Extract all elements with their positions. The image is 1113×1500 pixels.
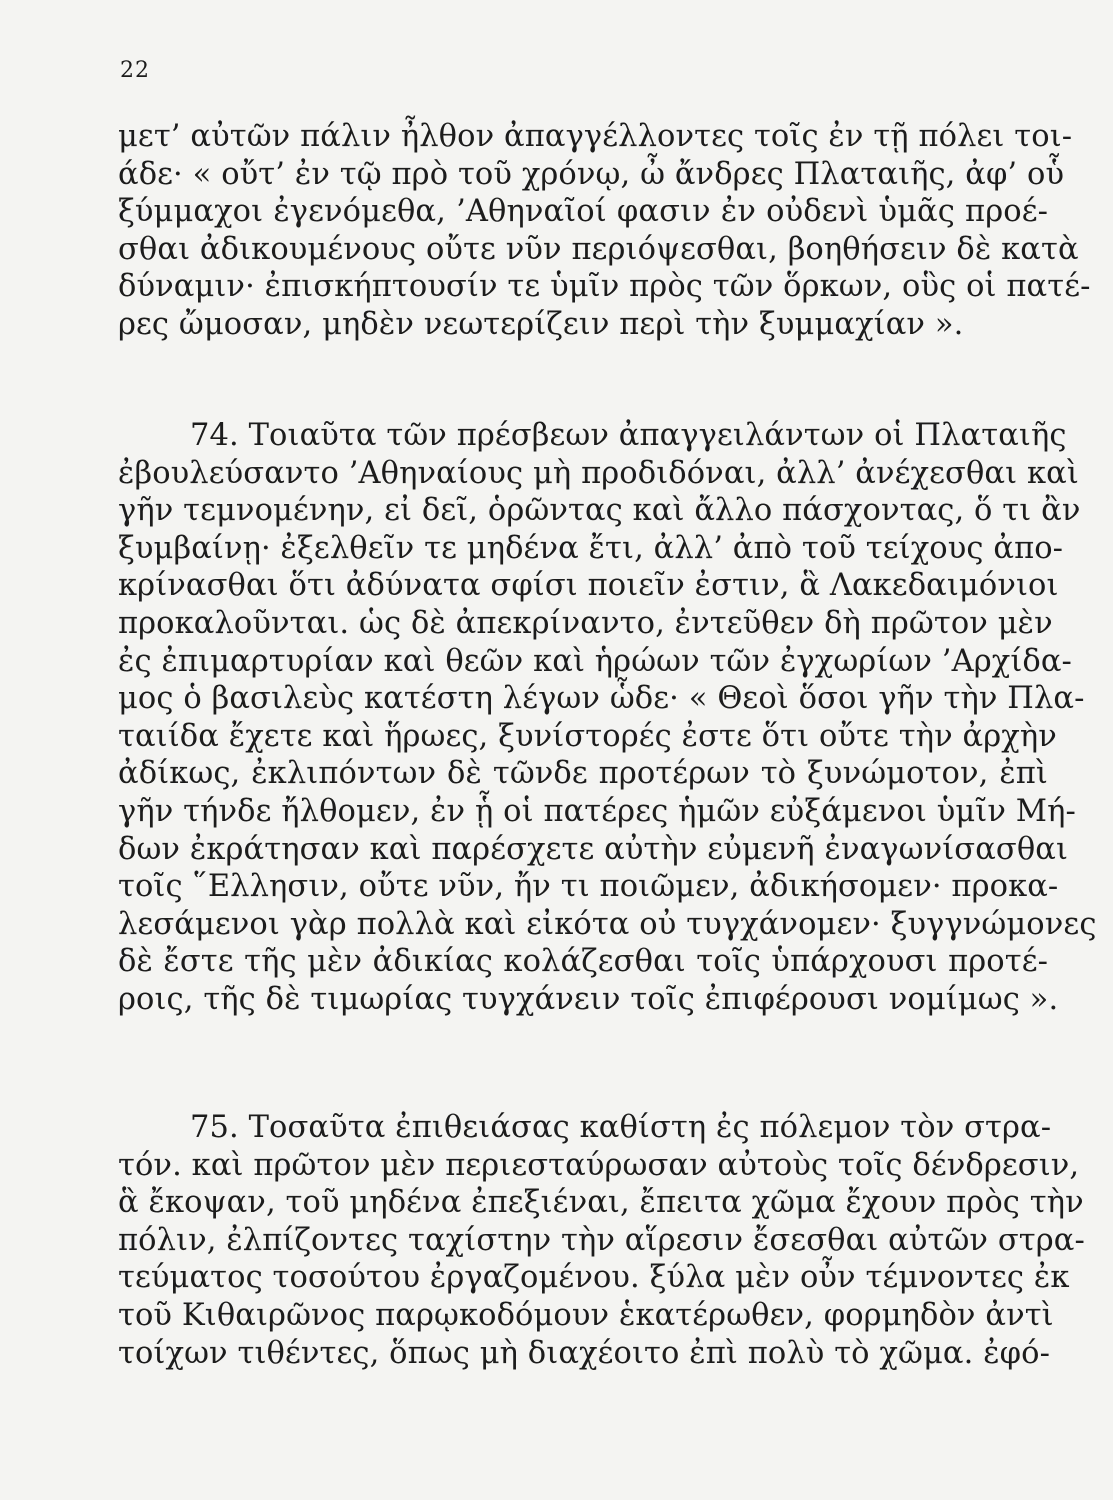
paragraph-75 [118,1109,1085,1372]
text-line: τοῖς ῞Ελλησιν, οὔτε νῦν, ἤν τι ποιῶμεν, ἀδικήσομεν· προκα- [118,869,1059,905]
text-line: ἐβουλεύσαντο ’Αθηναίους μὴ προδιδόναι, ἀλλ’ ἀνέχεσθαι καὶ [118,455,1079,491]
text-line: ρες ὤμοσαν, μηδὲν νεωτερίζειν περὶ τὴν ξυμμαχίαν ». [118,306,964,342]
page-number: 22 [120,58,150,83]
text-line: σθαι ἀδικουμένους οὔτε νῦν περιόψεσθαι, βοηθήσειν δὲ κατὰ [118,231,1079,267]
paragraph-1 [118,118,1091,344]
text-line: δων ἐκράτησαν καὶ παρέσχετε αὐτὴν εὐμενῆ ἐναγωνίσασθαι [118,831,1069,867]
text-line: μος ὁ βασιλεὺς κατέστη λέγων ὧδε· « Θεοὶ ὅσοι γῆν τὴν Πλα- [118,681,1085,717]
text-line: άδε· « οὔτ’ ἐν τῷ πρὸ τοῦ χρόνῳ, ὦ ἄνδρες Πλαταιῆς, ἀφ’ οὗ [118,156,1065,192]
text-line: προκαλοῦνται. ὡς δὲ ἀπεκρίναντο, ἐντεῦθεν δὴ πρῶτον μὲν [118,605,1053,641]
text-line: γῆν τεμνομένην, εἰ δεῖ, ὁρῶντας καὶ ἄλλο πάσχοντας, ὅ τι ἂν [118,493,1081,529]
text-line: δύναμιν· ἐπισκήπτουσίν τε ὑμῖν πρὸς τῶν ὅρκων, οὓς οἱ πατέ- [118,269,1091,305]
text-line: γῆν τήνδε ἤλθομεν, ἐν ᾗ οἱ πατέρες ἡμῶν εὐξάμενοι ὑμῖν Μή- [118,793,1076,829]
text-line: τοίχων τιθέντες, ὅπως μὴ διαχέοιτο ἐπὶ πολὺ τὸ χῶμα. ἐφό- [118,1335,1050,1371]
text-line: τεύματος τοσούτου ἐργαζομένου. ξύλα μὲν οὖν τέμνοντες ἐκ [118,1260,1070,1296]
text-line: ταιίδα ἔχετε καὶ ἥρωες, ξυνίστορές ἐστε ὅτι οὔτε τὴν ἀρχὴν [118,718,1057,754]
text-line: ροις, τῆς δὲ τιμωρίας τυγχάνειν τοῖς ἐπιφέρουσι νομίμως ». [118,981,1059,1017]
text-line: ἐς ἐπιμαρτυρίαν καὶ θεῶν καὶ ἡρώων τῶν ἐγχωρίων ’Αρχίδα- [118,643,1072,679]
paragraph-74 [118,417,1097,1019]
text-line: λεσάμενοι γὰρ πολλὰ καὶ εἰκότα οὐ τυγχάνομεν· ξυγγνώμονες [118,906,1097,942]
text-line: ξύμμαχοι ἐγενόμεθα, ’Αθηναῖοί φασιν ἐν οὐδενὶ ὑμᾶς προέ- [118,194,1048,230]
text-line: τοῦ Κιθαιρῶνος παρῳκοδόμουν ἑκατέρωθεν, φορμηδὸν ἀντὶ [118,1297,1054,1333]
text-line: μετ’ αὐτῶν πάλιν ἦλθον ἀπαγγέλλοντες τοῖς ἐν τῇ πόλει τοι- [118,119,1073,154]
text-line: πόλιν, ἐλπίζοντες ταχίστην τὴν αἵρεσιν ἔσεσθαι αὐτῶν στρα- [118,1222,1085,1258]
text-line: ἀδίκως, ἐκλιπόντων δὲ τῶνδε προτέρων τὸ ξυνώμοτον, ἐπὶ [118,756,1048,792]
text-line: κρίνασθαι ὅτι ἀδύνατα σφίσι ποιεῖν ἐστιν, ἃ Λακεδαιμόνιοι [118,568,1059,604]
text-line: δὲ ἔστε τῆς μὲν ἀδικίας κολάζεσθαι τοῖς ὑπάρχουσι προτέ- [118,944,1048,980]
text-line: 75. Τοσαῦτα ἐπιθειάσας καθίστη ἐς πόλεμον τὸν στρα- [190,1110,1052,1145]
text-line: ἃ ἔκοψαν, τοῦ μηδένα ἐπεξιέναι, ἔπειτα χῶμα ἔχουν πρὸς τὴν [118,1185,1084,1221]
text-line: τόν. καὶ πρῶτον μὲν περιεσταύρωσαν αὐτοὺς τοῖς δένδρεσιν, [118,1147,1080,1183]
text-line: ξυμβαίνῃ· ἐξελθεῖν τε μηδένα ἔτι, ἀλλ’ ἀπὸ τοῦ τείχους ἀπο- [118,530,1064,566]
text-line: 74. Τοιαῦτα τῶν πρέσβεων ἀπαγγειλάντων οἱ Πλαταιῆς [190,418,1067,453]
